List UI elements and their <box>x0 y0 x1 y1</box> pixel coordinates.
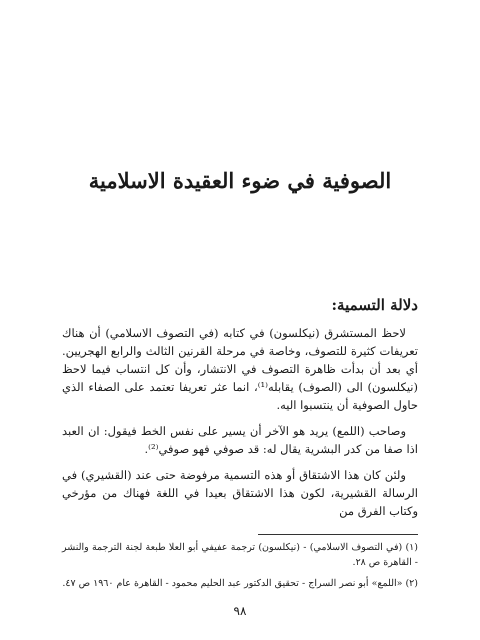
paragraph: وصاحب (اللمع) يريد هو الآخر أن يسير على نفس الخط فيقول: ان العبد اذا صفا من كدر البشرية يقال له: قد صوفي فهو صوفي⁽²⁾. <box>62 424 418 456</box>
paragraph: لاحظ المستشرق (نيكلسون) في كتابه (في التصوف الاسلامي) أن هناك تعريفات كثيرة للتصوف، وخاصة في مرحلة القرنين الثالث والرابع الهجريين. أي بعد أن بدأت ظاهرة التصوف في الانتشار، وأن كل انتساب فيما لاحظ (نيكلسون) الى (الصوف) يقابله⁽¹⁾، انما عثر تعريفا تعتمد على الصفاء الذي حاول الصوفية أن ينتسبوا اليه. <box>62 326 418 412</box>
footnote-divider <box>258 534 418 535</box>
footnote: (١) (في التصوف الاسلامي) - (نيكلسون) ترجمة عفيفي أبو العلا طبعة لجنة الترجمة والنشر - القاهرة ص ٢٨. <box>62 542 418 568</box>
chapter-title: الصوفية في ضوء العقيدة الاسلامية <box>88 168 392 193</box>
footnotes <box>62 540 418 597</box>
body-text <box>62 324 418 528</box>
paragraph: ولئن كان هذا الاشتقاق أو هذه التسمية مرفوضة حتى عند (القشيري) في الرسالة القشيرية، لكون هذا الاشتقاق بعيدا في اللغة فهناك من مؤرخي وكتاب الفرق من <box>62 468 418 518</box>
section-heading: دلالة التسمية: <box>331 296 418 314</box>
footnote: (٢) «اللمع» أبو نصر السراج - تحقيق الدكتور عبد الحليم محمود - القاهرة عام ١٩٦٠ ص ٤٧. <box>62 578 418 589</box>
page-number: ٩٨ <box>233 604 247 618</box>
